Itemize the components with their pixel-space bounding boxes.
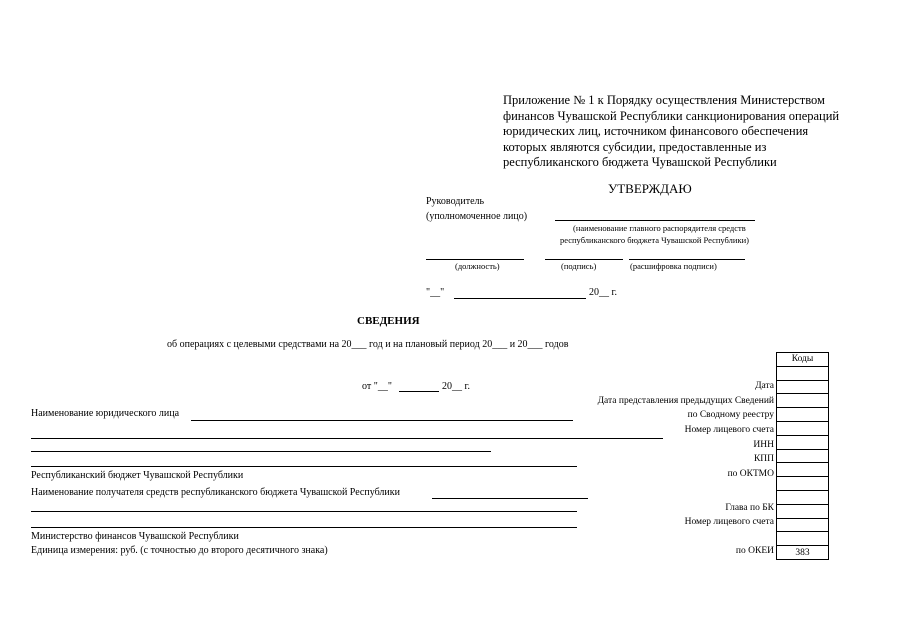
appendix-header — [503, 93, 863, 171]
approval-date-year: 20__ г. — [589, 287, 617, 298]
signature-caption: (подпись) — [561, 261, 597, 271]
code-cell-inn — [777, 435, 829, 449]
code-cell-blank — [777, 477, 829, 491]
code-cell-registry — [777, 408, 829, 422]
appendix-line: республиканского бюджета Чувашской Республики — [503, 155, 777, 170]
code-label-prev-date: Дата представления предыдущих Сведений — [597, 396, 774, 406]
decoding-line — [629, 259, 745, 260]
ministry-label: Министерство финансов Чувашской Республики — [31, 531, 239, 542]
code-cell-blank — [777, 532, 829, 546]
blank-line — [31, 466, 577, 467]
report-date-year: 20__ г. — [442, 381, 470, 392]
blank-line — [31, 438, 663, 439]
code-cell-blank — [777, 366, 829, 380]
code-label-date: Дата — [755, 381, 774, 391]
doc-subtitle: об операциях с целевыми средствами на 20___ год и на плановый период 20___ и 20___ годов — [167, 339, 569, 350]
head-label: Руководитель — [426, 196, 485, 207]
code-cell-bk-head — [777, 504, 829, 518]
approval-date-quote: "__" — [426, 287, 445, 298]
appendix-line: юридических лиц, источником финансового обеспечения — [503, 124, 809, 139]
doc-title: СВЕДЕНИЯ — [357, 315, 420, 327]
code-label-okei: по ОКЕИ — [735, 546, 774, 556]
code-cell-date — [777, 380, 829, 394]
appendix-line: Приложение № 1 к Порядку осуществления Министерством — [503, 93, 825, 107]
appendix-line: финансов Чувашской Республики санкционирования операций — [503, 108, 840, 123]
code-cell-oktmo — [777, 463, 829, 477]
unit-label: Единица измерения: руб. (с точностью до второго десятичного знака) — [31, 545, 328, 556]
recipient-line — [432, 498, 588, 499]
appendix-line: которых являются субсидии, предоставленные из — [503, 139, 767, 154]
legal-entity-label: Наименование юридического лица — [31, 408, 180, 419]
report-date-prefix: от "__" — [362, 381, 392, 392]
blank-line — [31, 527, 577, 528]
codes-table — [776, 352, 829, 560]
code-cell-okei: 383 — [777, 546, 829, 560]
budget-label: Республиканский бюджет Чувашской Республики — [31, 470, 244, 481]
code-label-kpp: КПП — [753, 454, 774, 464]
legal-entity-line — [191, 420, 573, 421]
code-label-account: Номер лицевого счета — [684, 425, 774, 435]
code-label-oktmo: по ОКТМО — [727, 469, 774, 479]
code-cell-account — [777, 421, 829, 435]
blank-line — [31, 451, 491, 452]
decoding-caption: (расшифровка подписи) — [630, 261, 717, 271]
recipient-label: Наименование получателя средств республиканского бюджета Чувашской Республики — [31, 487, 400, 498]
codes-header: Коды — [777, 353, 829, 367]
code-cell-kpp — [777, 449, 829, 463]
authorized-label: (уполномоченное лицо) — [426, 211, 528, 222]
org-name-line — [555, 220, 755, 221]
code-cell-prev-date — [777, 394, 829, 408]
org-caption-1: (наименование главного распорядителя средств — [573, 223, 746, 233]
code-label-registry: по Сводному реестру — [687, 410, 774, 420]
org-caption-2: республиканского бюджета Чувашской Республики) — [560, 235, 749, 245]
position-caption: (должность) — [455, 261, 500, 271]
code-cell-account-2 — [777, 518, 829, 532]
approval-title: УТВЕРЖДАЮ — [608, 181, 692, 196]
blank-line — [31, 511, 577, 512]
code-label-account-2: Номер лицевого счета — [684, 517, 774, 527]
approval-date-line — [454, 298, 586, 299]
position-line — [426, 259, 524, 260]
report-date-line — [399, 391, 439, 392]
code-cell-blank — [777, 490, 829, 504]
code-label-inn: ИНН — [753, 440, 774, 450]
signature-line — [545, 259, 623, 260]
code-label-bk-head: Глава по БК — [725, 503, 774, 513]
